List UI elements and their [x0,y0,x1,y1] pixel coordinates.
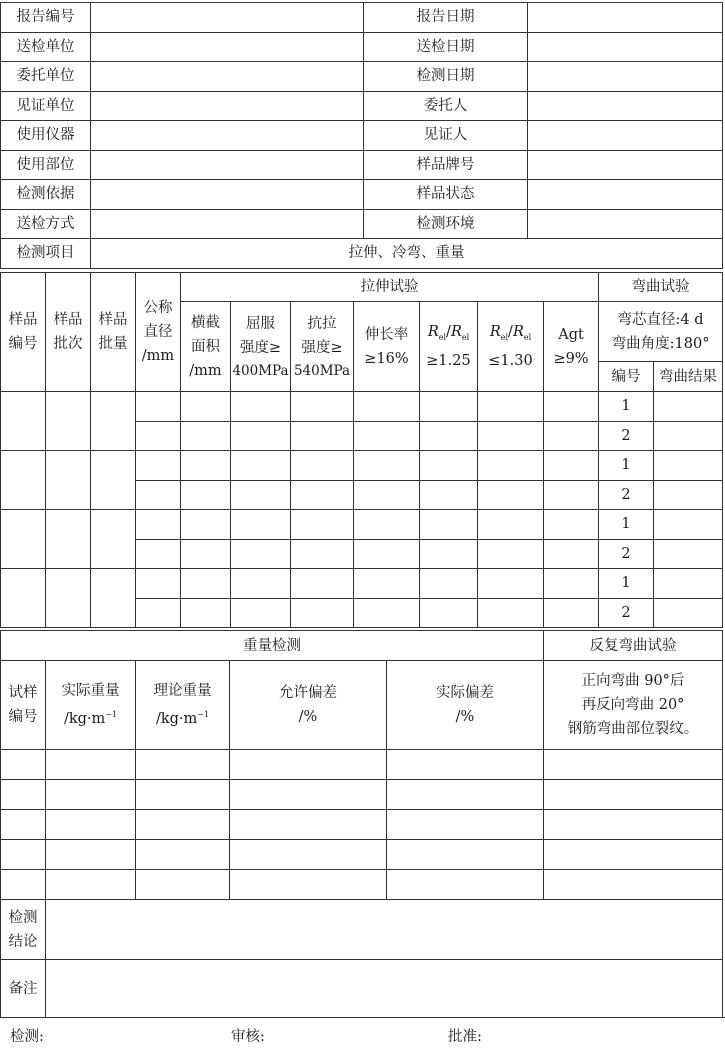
tensile-cell[interactable] [420,451,478,481]
col-theory-weight: 理论重量 $/kg\cdot m^{-1}$ [136,661,230,750]
batch-cell[interactable] [46,451,91,510]
tensile-cell[interactable] [420,421,478,451]
quantity-cell[interactable] [91,510,136,569]
weight-table [0,630,723,900]
tensile-cell[interactable] [291,539,354,569]
header-right-label: 报告日期 [364,3,528,33]
col-actual-deviation: 实际偏差 /% [387,661,544,750]
tensile-cell[interactable] [478,451,544,481]
reviewer-label: 审核: [231,1029,265,1045]
tensile-cell[interactable] [544,598,599,628]
sample-no-cell[interactable] [1,451,46,510]
bend-result-cell[interactable] [654,451,723,481]
weight-cell[interactable] [1,840,46,870]
bend-no-header: 编号 [599,362,654,392]
bend-no-cell: 2 [599,539,654,569]
weight-cell[interactable] [544,780,723,810]
weight-cell[interactable] [544,810,723,840]
header-row [1,91,723,121]
tester-label: 检测: [10,1029,44,1045]
weight-cell[interactable] [387,840,544,870]
bend-no-cell: 1 [599,569,654,599]
sample-no-cell[interactable] [1,510,46,569]
tensile-cell[interactable] [136,421,181,451]
weight-cell[interactable] [387,780,544,810]
weight-cell[interactable] [136,750,230,780]
tensile-cell[interactable] [420,510,478,540]
tensile-cell[interactable] [544,569,599,599]
header-right-label: 样品牌号 [364,150,528,180]
tensile-cell[interactable] [231,569,291,599]
tensile-cell[interactable] [291,480,354,510]
tensile-cell[interactable] [354,598,420,628]
tensile-cell[interactable] [181,539,231,569]
weight-cell[interactable] [46,810,136,840]
col-diameter: 公称 直径 /mm [136,273,181,392]
weight-cell[interactable] [46,750,136,780]
header-right-label: 送检日期 [364,32,528,62]
header-row [1,32,723,62]
tensile-cell[interactable] [181,421,231,451]
tensile-cell[interactable] [544,539,599,569]
tensile-cell[interactable] [478,421,544,451]
quantity-cell[interactable] [91,392,136,451]
col-sample-no: 样品 编号 [1,273,46,392]
weight-cell[interactable] [136,840,230,870]
weight-cell[interactable] [230,780,387,810]
weight-cell[interactable] [387,810,544,840]
tensile-cell[interactable] [136,510,181,540]
tensile-cell[interactable] [420,598,478,628]
tensile-cell[interactable] [354,421,420,451]
header-right-value[interactable] [528,150,723,180]
header-left-value[interactable] [91,150,364,180]
sample-no-cell[interactable] [1,569,46,628]
signature-footer [0,1017,725,1049]
header-right-value[interactable] [528,91,723,121]
header-left-label: 使用仪器 [1,121,91,151]
tensile-cell[interactable] [291,421,354,451]
tensile-cell[interactable] [354,451,420,481]
tensile-cell[interactable] [544,510,599,540]
header-left-value[interactable] [91,209,364,239]
approver-label: 批准: [448,1029,482,1045]
bend-no-cell: 2 [599,598,654,628]
tensile-group-title: 拉伸试验 [181,273,599,302]
weight-cell[interactable] [544,750,723,780]
header-row [1,150,723,180]
tensile-cell[interactable] [136,598,181,628]
tensile-cell[interactable] [478,539,544,569]
tensile-cell[interactable] [478,510,544,540]
bend-no-cell: 2 [599,421,654,451]
header-row [1,209,723,239]
bend-result-cell[interactable] [654,421,723,451]
bend-result-cell[interactable] [654,569,723,599]
header-left-value[interactable] [91,3,364,33]
header-left-label: 报告编号 [1,3,91,33]
tensile-cell[interactable] [354,510,420,540]
header-left-value[interactable] [91,121,364,151]
weight-cell[interactable] [46,780,136,810]
tensile-cell[interactable] [478,569,544,599]
bend-no-cell: 1 [599,510,654,540]
header-right-label: 检测日期 [364,62,528,92]
header-right-label: 见证人 [364,121,528,151]
conclusion-field[interactable] [46,900,723,960]
batch-cell[interactable] [46,569,91,628]
header-row [1,62,723,92]
remark-label: 备注 [1,960,46,1018]
table-row [1,750,723,780]
tensile-cell[interactable] [544,392,599,422]
weight-cell[interactable] [544,840,723,870]
header-right-value[interactable] [528,209,723,239]
header-right-label: 样品状态 [364,180,528,210]
header-right-value[interactable] [528,3,723,33]
tensile-cell[interactable] [291,598,354,628]
tensile-cell[interactable] [231,598,291,628]
tensile-cell[interactable] [181,392,231,422]
table-row [1,392,723,422]
header-left-label: 使用部位 [1,150,91,180]
col-agt: Agt ≥9% [544,302,599,392]
tensile-cell[interactable] [354,539,420,569]
weight-cell[interactable] [1,870,46,900]
bend-result-header: 弯曲结果 [654,362,723,392]
tensile-cell[interactable] [420,480,478,510]
header-right-value[interactable] [528,180,723,210]
weight-cell[interactable] [230,870,387,900]
col-batch: 样品 批次 [46,273,91,392]
bend-result-cell[interactable] [654,598,723,628]
tensile-cell[interactable] [231,480,291,510]
table-row [1,810,723,840]
tensile-cell[interactable] [354,392,420,422]
tensile-cell[interactable] [544,480,599,510]
col-elongation: 伸长率 ≥16% [354,302,420,392]
table-row [1,780,723,810]
weight-cell[interactable] [1,780,46,810]
weight-cell[interactable] [136,870,230,900]
bend-no-cell: 2 [599,480,654,510]
weight-cell[interactable] [1,810,46,840]
col-quantity: 样品 批量 [91,273,136,392]
conclusion-table [0,899,723,1018]
tensile-cell[interactable] [291,392,354,422]
bend-result-cell[interactable] [654,392,723,422]
quantity-cell[interactable] [91,569,136,628]
weight-cell[interactable] [230,810,387,840]
weight-cell[interactable] [46,870,136,900]
col-allowed-deviation: 允许偏差 /% [230,661,387,750]
header-left-label: 见证单位 [1,91,91,121]
tensile-cell[interactable] [544,451,599,481]
weight-cell[interactable] [544,870,723,900]
header-right-value[interactable] [528,121,723,151]
header-left-value[interactable] [91,62,364,92]
tensile-cell[interactable] [478,598,544,628]
tensile-table [0,272,723,628]
bend-no-cell: 1 [599,392,654,422]
tensile-cell[interactable] [291,569,354,599]
test-item-value: 拉伸、冷弯、重量 [91,239,723,269]
header-left-label: 送检方式 [1,209,91,239]
table-row [1,510,723,540]
header-left-label: 送检单位 [1,32,91,62]
weight-cell[interactable] [136,810,230,840]
weight-cell[interactable] [230,840,387,870]
header-left-value[interactable] [91,91,364,121]
tensile-cell[interactable] [181,510,231,540]
conclusion-label: 检测 结论 [1,900,46,960]
header-row [1,121,723,151]
bend-result-cell[interactable] [654,480,723,510]
col-area: 横截 面积 /mm [181,302,231,392]
tensile-cell[interactable] [354,569,420,599]
test-item-label: 检测项目 [1,239,91,269]
weight-title: 重量检测 [1,631,544,661]
batch-cell[interactable] [46,510,91,569]
header-left-value[interactable] [91,32,364,62]
tensile-cell[interactable] [136,392,181,422]
tensile-cell[interactable] [181,480,231,510]
rebend-description: 正向弯曲 90°后 再反向弯曲 20° 钢筋弯曲部位裂纹。 [544,661,723,750]
table-row [1,569,723,599]
tensile-cell[interactable] [231,510,291,540]
tensile-cell[interactable] [231,451,291,481]
tensile-cell[interactable] [420,392,478,422]
weight-cell[interactable] [387,870,544,900]
col-ratio-rel-rel: $R_{el}/R_{el}$ ≤1.30 [478,302,544,392]
tensile-cell[interactable] [478,392,544,422]
header-right-label: 委托人 [364,91,528,121]
tensile-cell[interactable] [478,480,544,510]
col-actual-weight: 实际重量 $/kg\cdot m^{-1}$ [46,661,136,750]
tensile-cell[interactable] [231,539,291,569]
bend-result-cell[interactable] [654,539,723,569]
tensile-cell[interactable] [136,451,181,481]
tensile-cell[interactable] [181,569,231,599]
batch-cell[interactable] [46,392,91,451]
tensile-cell[interactable] [181,598,231,628]
col-ratio-rm-rel: $R_{el}/R_{el}$ ≥1.25 [420,302,478,392]
tensile-cell[interactable] [420,569,478,599]
tensile-cell[interactable] [291,451,354,481]
tensile-cell[interactable] [291,510,354,540]
header-table [0,2,723,269]
bend-params: 弯芯直径:4 d 弯曲角度:180° [599,302,723,362]
header-right-label: 检测环境 [364,209,528,239]
sample-no-cell[interactable] [1,392,46,451]
header-row [1,3,723,33]
tensile-cell[interactable] [420,539,478,569]
table-row [1,451,723,481]
tensile-cell[interactable] [231,421,291,451]
bend-group-title: 弯曲试验 [599,273,723,302]
table-row [1,870,723,900]
weight-cell[interactable] [387,750,544,780]
col-specimen-no: 试样 编号 [1,661,46,750]
header-left-label: 检测依据 [1,180,91,210]
tensile-cell[interactable] [136,480,181,510]
rebend-title: 反复弯曲试验 [544,631,723,661]
remark-field[interactable] [46,960,723,1018]
bend-result-cell[interactable] [654,510,723,540]
header-left-value[interactable] [91,180,364,210]
header-right-value[interactable] [528,32,723,62]
col-tensile-strength: 抗拉 强度≥ 540MPa [291,302,354,392]
tensile-cell[interactable] [136,569,181,599]
header-row [1,180,723,210]
col-yield: 屈服 强度≥ 400MPa [231,302,291,392]
tensile-cell[interactable] [354,480,420,510]
tensile-cell[interactable] [231,392,291,422]
tensile-cell[interactable] [136,539,181,569]
tensile-cell[interactable] [544,421,599,451]
tensile-cell[interactable] [181,451,231,481]
header-left-label: 委托单位 [1,62,91,92]
weight-cell[interactable] [46,840,136,870]
weight-cell[interactable] [136,780,230,810]
weight-cell[interactable] [230,750,387,780]
bend-no-cell: 1 [599,451,654,481]
header-right-value[interactable] [528,62,723,92]
quantity-cell[interactable] [91,451,136,510]
weight-cell[interactable] [1,750,46,780]
table-row [1,840,723,870]
